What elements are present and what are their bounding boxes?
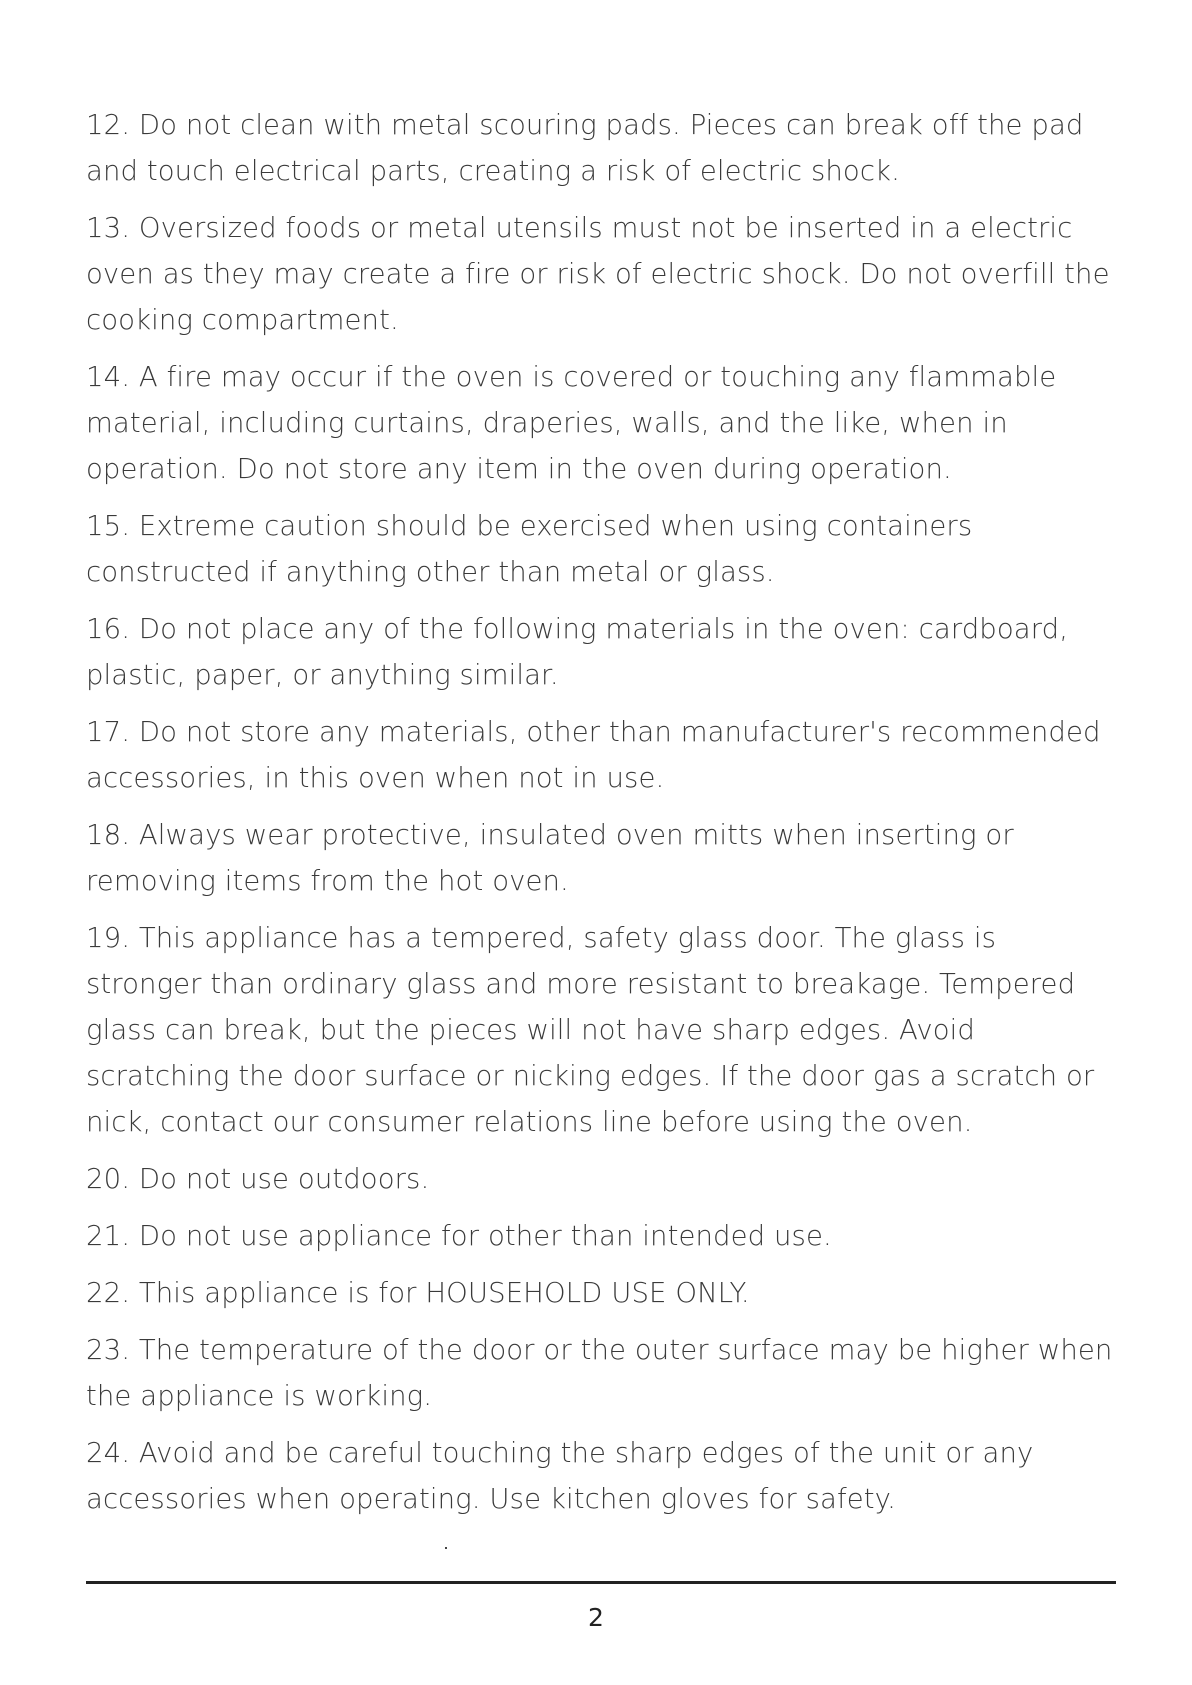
instruction-item-17: 17. Do not store any materials, other than manufacturer's recommended accessories, in this oven when not in use.	[86, 716, 1101, 794]
instruction-item-21: 21. Do not use appliance for other than intended use.	[86, 1220, 832, 1252]
instruction-item-22: 22. This appliance is for HOUSEHOLD USE ONLY.	[86, 1277, 750, 1309]
safety-instructions-list	[86, 102, 1116, 1533]
instruction-item-24: 24. Avoid and be careful touching the sharp edges of the unit or any accessories when operating. Use kitchen gloves for safety.	[86, 1437, 1034, 1515]
instruction-item-18: 18. Always wear protective, insulated oven mitts when inserting or removing items from the hot oven.	[86, 819, 1014, 897]
instruction-item-15: 15. Extreme caution should be exercised when using containers constructed if anything other than metal or glass.	[86, 510, 973, 588]
instruction-item-13: 13. Oversized foods or metal utensils must not be inserted in a electric oven as they may create a fire or risk of electric shock. Do not overfill the cooking compartment.	[86, 212, 1110, 336]
instruction-item-19: 19. This appliance has a tempered, safety glass door. The glass is stronger than ordinary glass and more resistant to breakage. Tempered glass can break, but the pieces will not have sharp edges. Avoid scratching the door surface or nicking edges. If the door gas a scratch or nick, contact our consumer relations line before using the oven.	[86, 922, 1095, 1138]
instruction-item-12: 12. Do not clean with metal scouring pads. Pieces can break off the pad and touch electrical parts, creating a risk of electric shock.	[86, 109, 1084, 187]
instruction-item-14: 14. A fire may occur if the oven is covered or touching any flammable material, including curtains, draperies, walls, and the like, when in operation. Do not store any item in the oven during operation.	[86, 361, 1057, 485]
instruction-item-20: 20. Do not use outdoors.	[86, 1163, 430, 1195]
stray-dot	[445, 1547, 447, 1549]
footer-divider	[86, 1581, 1116, 1584]
page-number: 2	[588, 1603, 604, 1632]
instruction-item-16: 16. Do not place any of the following materials in the oven: cardboard, plastic, paper, or anything similar.	[86, 613, 1069, 691]
instruction-item-23: 23. The temperature of the door or the outer surface may be higher when the appliance is working.	[86, 1334, 1113, 1412]
